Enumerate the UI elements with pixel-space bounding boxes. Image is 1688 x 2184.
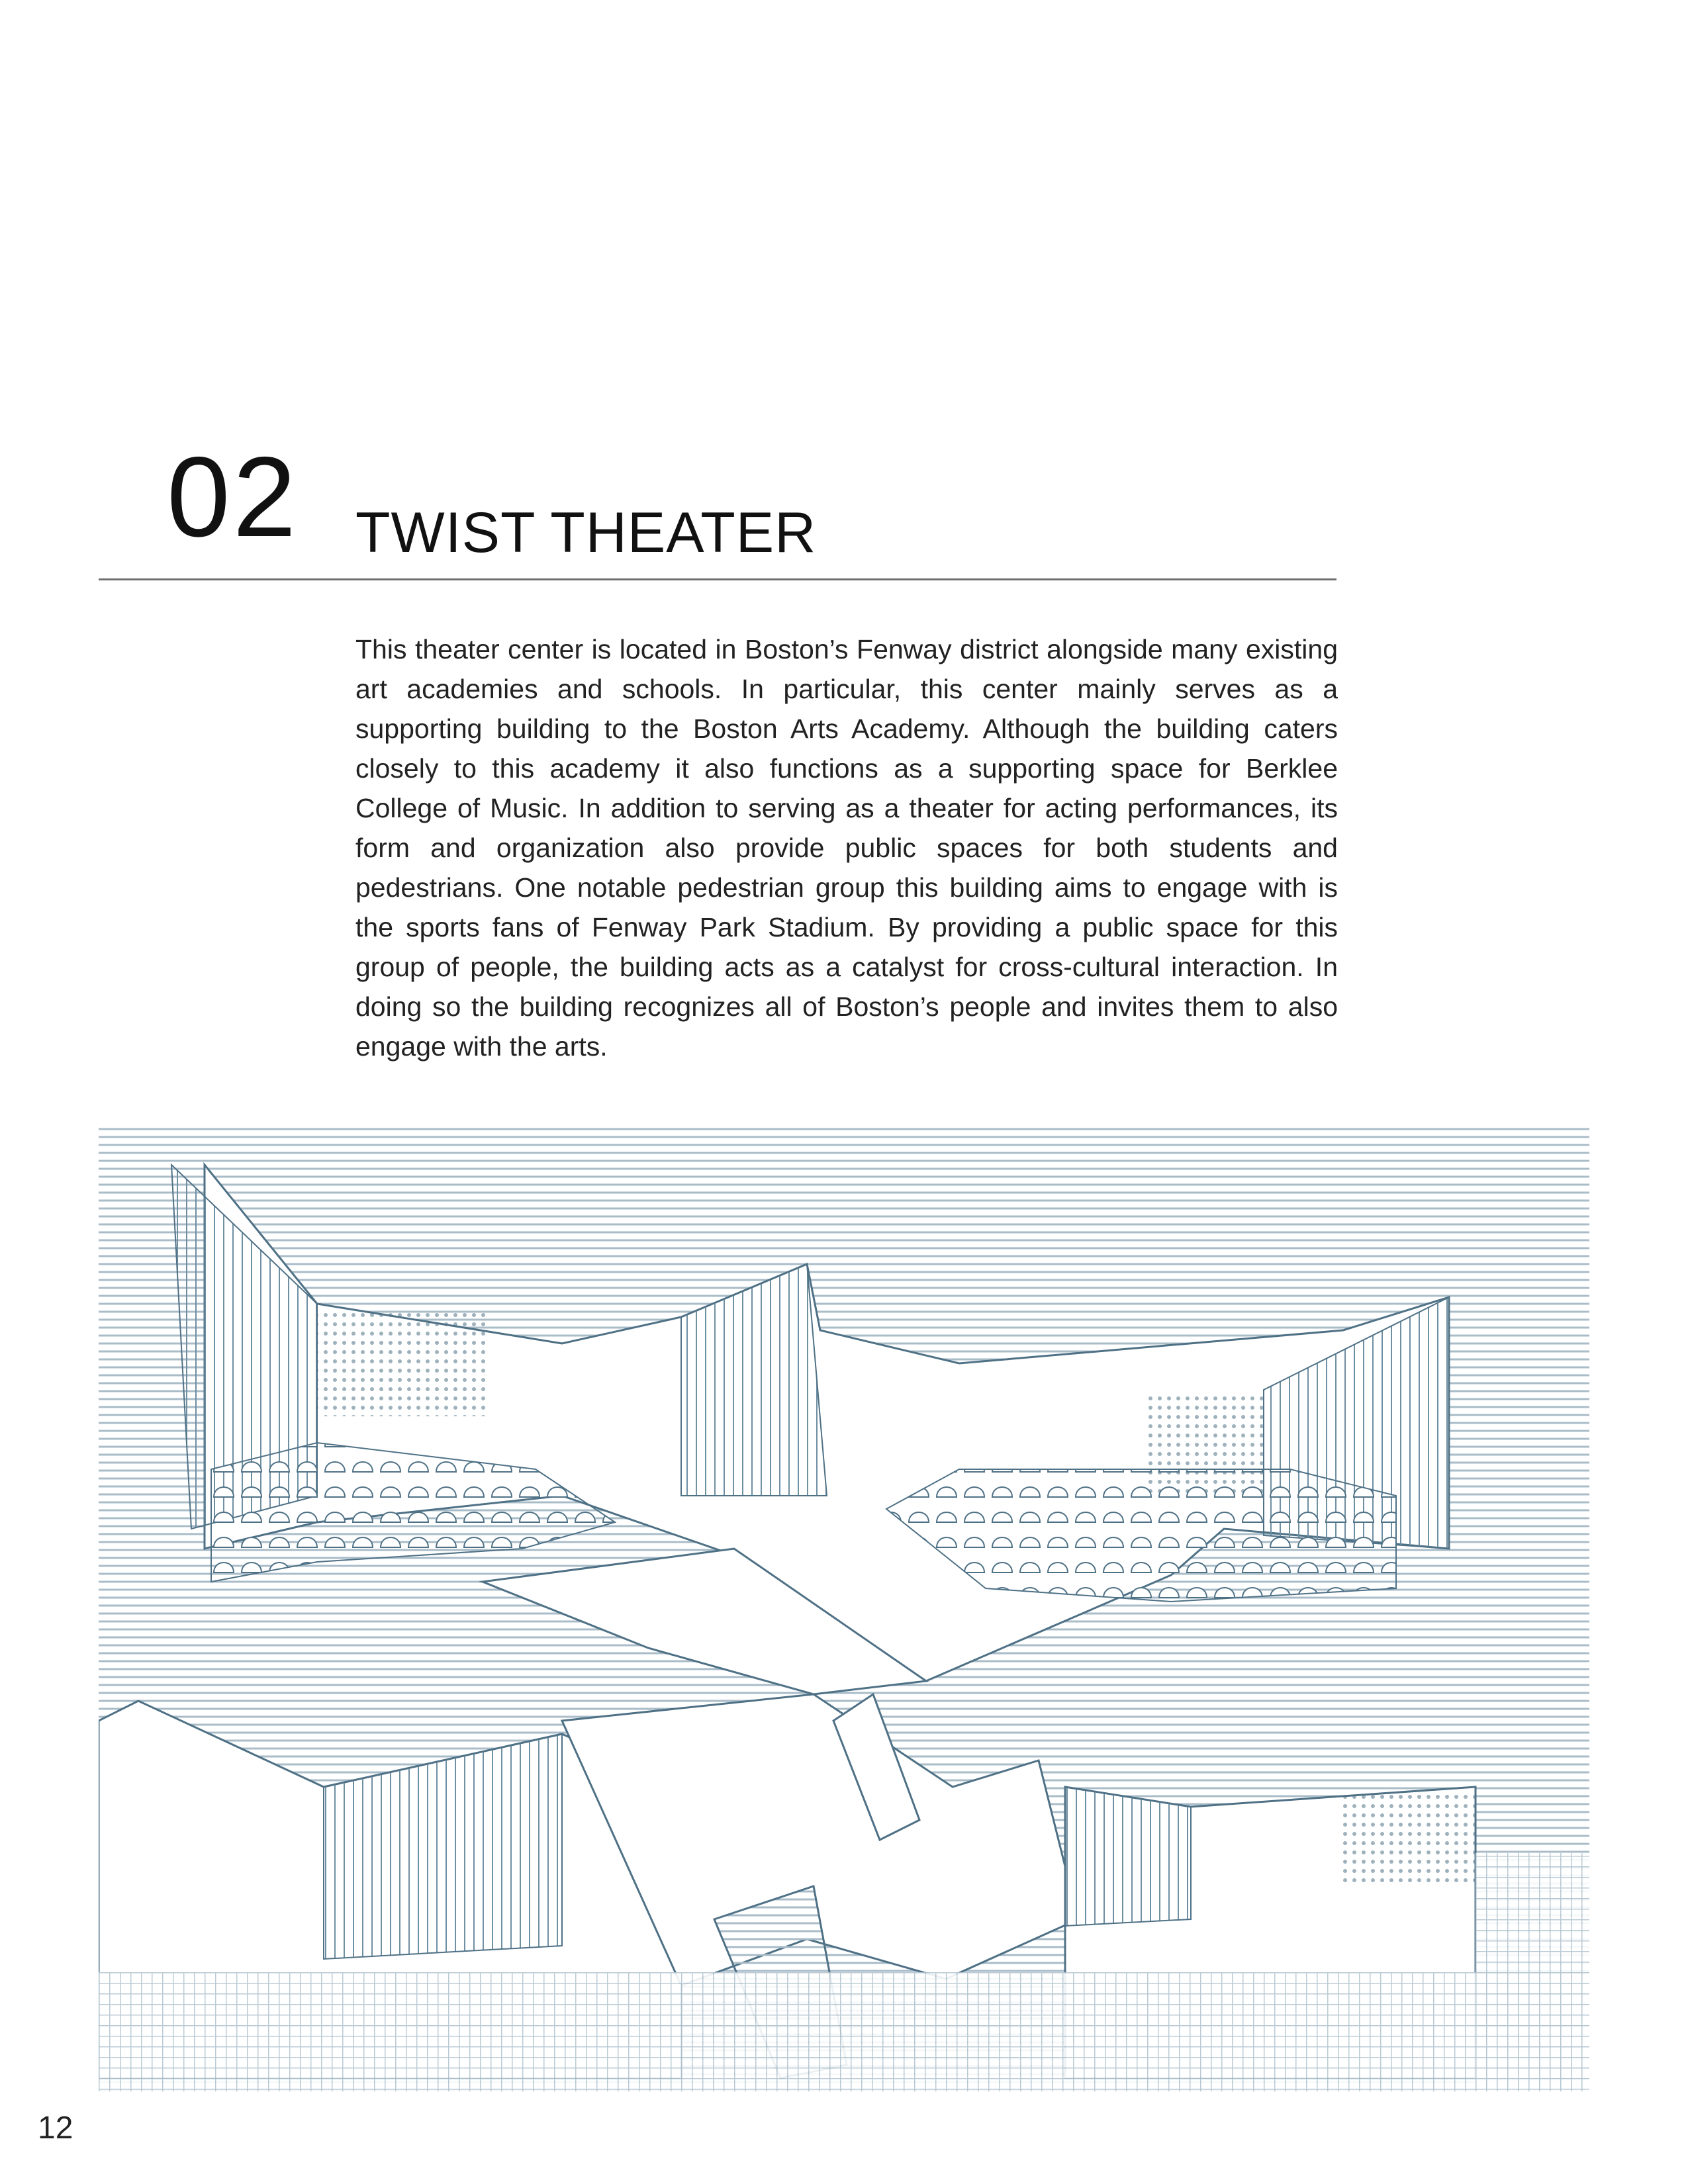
grid-floor bbox=[99, 1972, 1589, 2091]
studio-slat-wall bbox=[1065, 1787, 1191, 1926]
title-rule bbox=[99, 578, 1336, 580]
section-number: 02 bbox=[167, 433, 299, 561]
studio-perforated-wall bbox=[1343, 1794, 1476, 1886]
intro-paragraph: This theater center is located in Boston’s Fenway district alongside many existing art academies and schools. In particular, this center mainly serves as a supporting building to the Boston Arts Academy. Although the building caters closely to this academy it also functions as a supporting space for Berklee College of Music. In addition to serving as a theater for acting performances, its form and organization also provide public spaces for both students and pedestrians. One notable pedestrian group this building aims to engage with is the sports fans of Fenway Park Stadium. By providing a public space for this group of people, the building acts as a catalyst for cross-cultural interaction. In doing so the building recognizes all of Boston’s people and invites them to also engage with the arts. bbox=[355, 634, 1338, 1062]
perforated-panel-left bbox=[317, 1310, 489, 1416]
grid-floor-right bbox=[1476, 1853, 1589, 2091]
page-number: 12 bbox=[38, 2111, 73, 2146]
drawing-canvas bbox=[99, 1125, 1589, 2091]
theater-perspective-drawing bbox=[99, 1125, 1589, 2091]
section-title: TWIST THEATER bbox=[355, 501, 817, 565]
